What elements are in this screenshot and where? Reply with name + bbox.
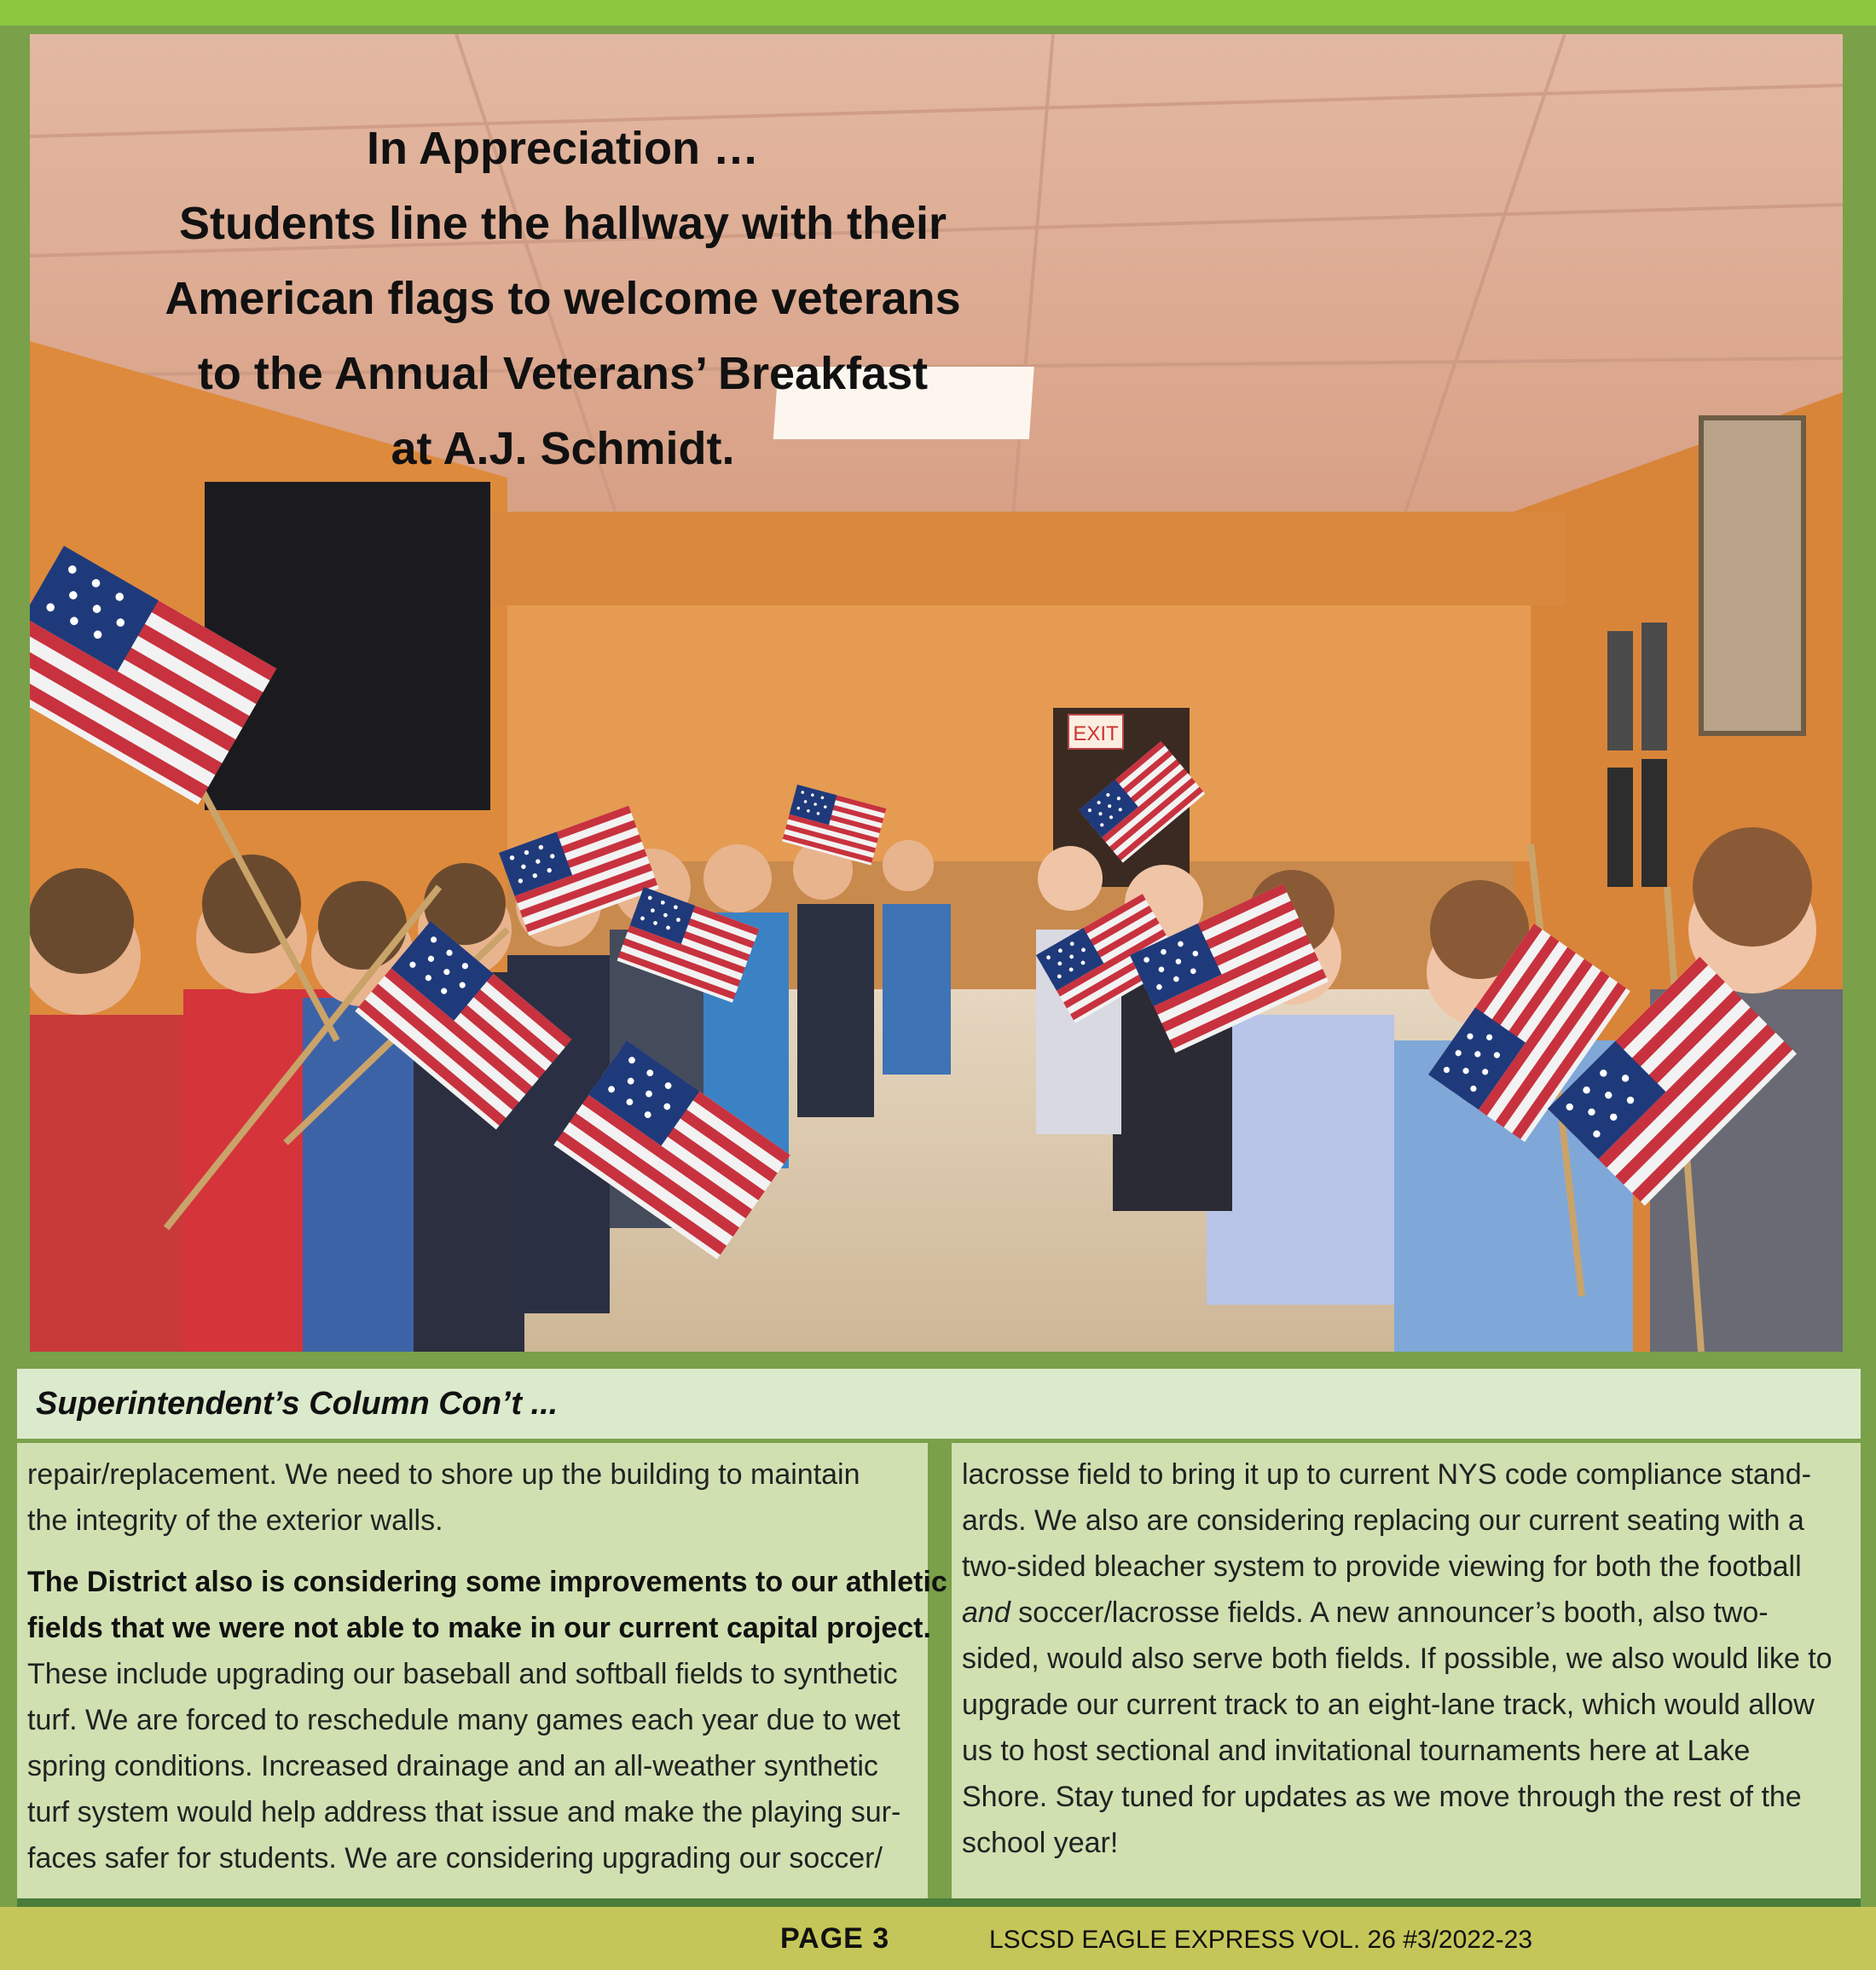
- text-line: [962, 1590, 1850, 1636]
- photo-caption: [98, 111, 1028, 486]
- article-column-right: [952, 1443, 1861, 1902]
- top-accent-strip: [0, 0, 1876, 26]
- publication-info: LSCSD EAGLE EXPRESS VOL. 26 #3/2022-23: [989, 1926, 1533, 1954]
- text-line: turf. We are forced to reschedule many games each year due to wet: [27, 1704, 900, 1736]
- page-number: PAGE 3: [780, 1922, 890, 1955]
- text-line: These include upgrading our baseball and softball fields to synthetic: [27, 1658, 898, 1690]
- text-line: faces safer for students. We are considering upgrading our soccer/: [27, 1842, 883, 1874]
- caption-line: American flags to welcome veterans: [165, 273, 961, 324]
- footer-rule: [17, 1898, 1861, 1907]
- text-line: turf system would help address that issue and make the playing sur-: [27, 1796, 901, 1828]
- text-line: spring conditions. Increased drainage and an all-weather synthetic: [27, 1750, 878, 1782]
- column-heading: Superintendent’s Column Con’t ...: [17, 1369, 1861, 1439]
- caption-line: to the Annual Veterans’ Breakfast: [197, 348, 929, 399]
- text-line: sided, would also serve both fields. If possible, we also would like to: [962, 1643, 1833, 1675]
- bold-text-line: The District also is considering some improvements to our athletic: [27, 1566, 947, 1598]
- text-line: two-sided bleacher system to provide viewing for both the football: [962, 1550, 1802, 1583]
- caption-line: at A.J. Schmidt.: [391, 423, 735, 474]
- text-line: us to host sectional and invitational tournaments here at Lake: [962, 1735, 1751, 1767]
- text-line: lacrosse field to bring it up to current NYS code compliance stand-: [962, 1458, 1811, 1491]
- page-footer: [0, 1907, 1876, 1970]
- hallway-photo: [30, 34, 1843, 1352]
- italic-word: and: [962, 1596, 1010, 1629]
- text-line: Shore. Stay tuned for updates as we move through the rest of the: [962, 1781, 1802, 1813]
- text-fragment: soccer/lacrosse fields. A new announcer’s booth, also two-: [1010, 1596, 1769, 1629]
- article-column-left: [17, 1443, 947, 1902]
- exit-sign: EXIT: [1073, 722, 1119, 745]
- text-line: ards. We also are considering replacing our current seating with a: [962, 1504, 1804, 1537]
- caption-line: Students line the hallway with their: [178, 198, 947, 249]
- text-line: repair/replacement. We need to shore up the building to maintain: [27, 1458, 860, 1491]
- caption-line: In Appreciation …: [366, 123, 760, 174]
- paragraph: [962, 1451, 1850, 1866]
- text-line: school year!: [962, 1827, 1119, 1859]
- paragraph: [27, 1559, 947, 1881]
- paragraph: [27, 1451, 918, 1544]
- text-line: upgrade our current track to an eight-lane track, which would allow: [962, 1689, 1815, 1721]
- text-line: the integrity of the exterior walls.: [27, 1504, 443, 1537]
- bold-text-line: fields that we were not able to make in our current capital project.: [27, 1612, 931, 1644]
